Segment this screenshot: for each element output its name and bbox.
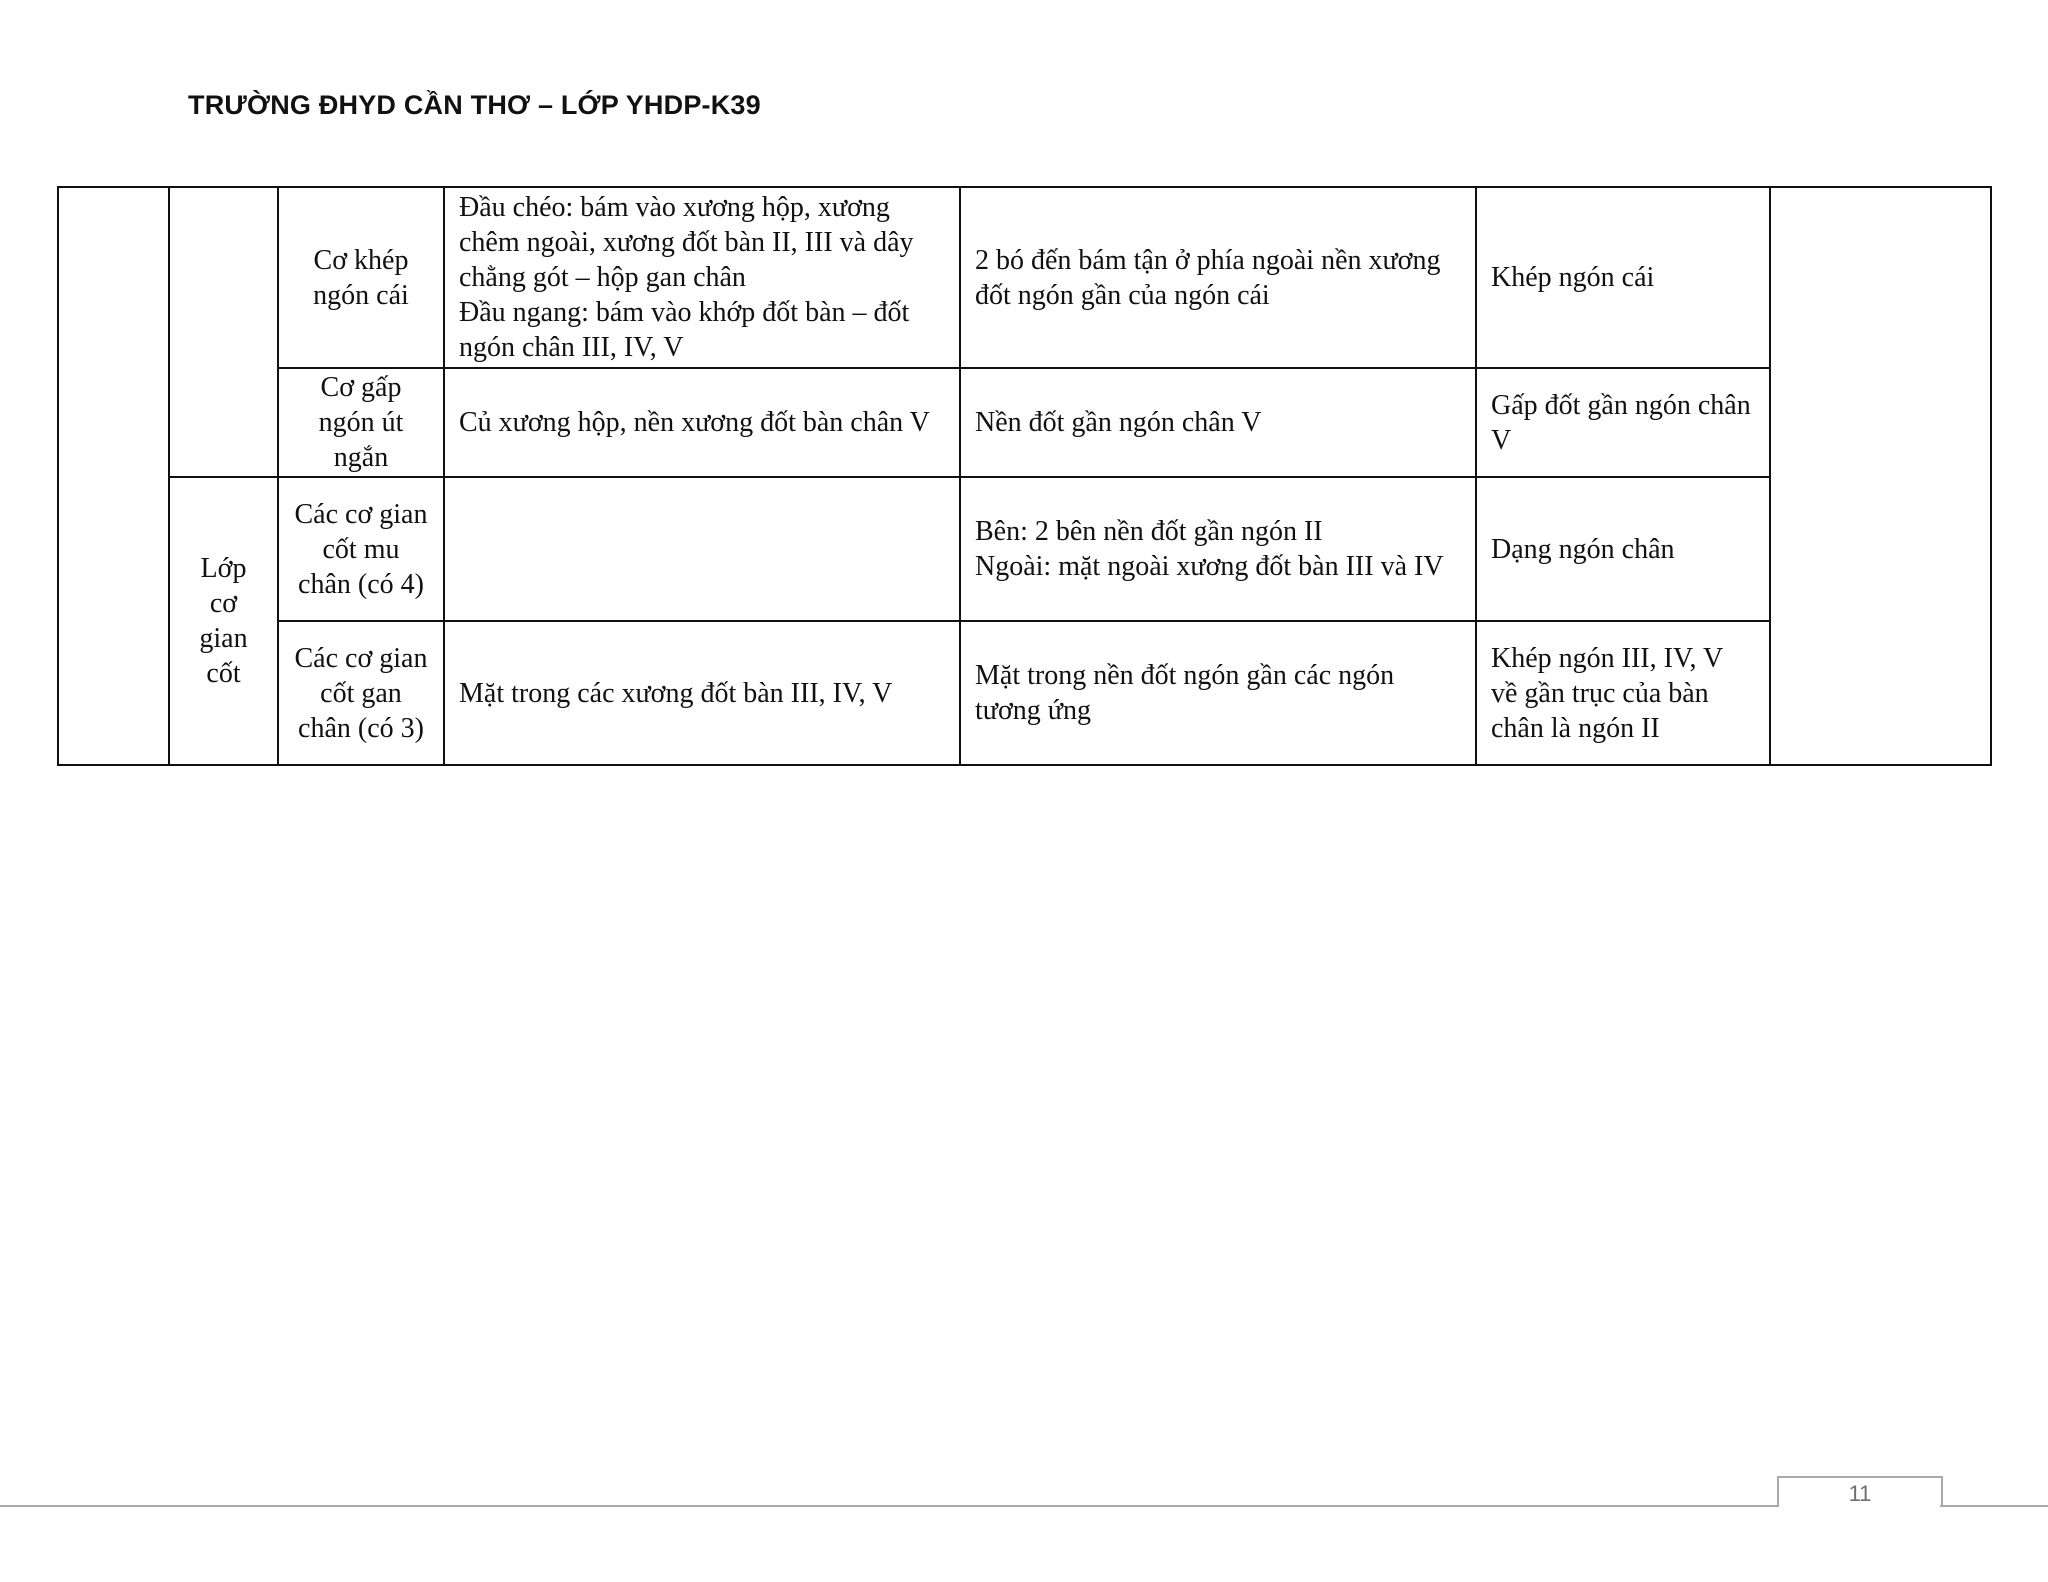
table-row [58, 477, 1991, 621]
muscle-name-cell: Cơ gấp ngón út ngắn [278, 368, 444, 477]
action-cell: Gấp đốt gần ngón chân V [1476, 368, 1770, 477]
page-footer [0, 1476, 2048, 1506]
page-header-title: TRƯỜNG ĐHYD CẦN THƠ – LỚP YHDP-K39 [188, 90, 761, 120]
group-label-cell [169, 477, 278, 765]
action-cell: Khép ngón cái [1476, 187, 1770, 368]
insertion-text: Bên: 2 bên nền đốt gần ngón II Ngoài: mặt ngoài xương đốt bàn III và IV [975, 516, 1444, 582]
origin-cell [444, 187, 960, 368]
table-row [58, 621, 1991, 765]
insertion-cell: Mặt trong nền đốt ngón gần các ngón tương ứng [960, 621, 1476, 765]
muscle-name-cell: Các cơ gian cốt mu chân (có 4) [278, 477, 444, 621]
page-number: 11 [1777, 1476, 1943, 1507]
empty-cell-left [58, 187, 169, 765]
muscle-name-cell: Cơ khép ngón cái [278, 187, 444, 368]
group-label: Lớp cơ gian cốt [199, 553, 248, 689]
empty-cell-group [169, 187, 278, 477]
table-row [58, 187, 1991, 368]
muscle-name-cell: Các cơ gian cốt gan chân (có 3) [278, 621, 444, 765]
empty-cell-right [1770, 187, 1991, 765]
origin-cell: Mặt trong các xương đốt bàn III, IV, V [444, 621, 960, 765]
footer-divider [1940, 1505, 2048, 1507]
insertion-cell [960, 477, 1476, 621]
origin-cell: Củ xương hộp, nền xương đốt bàn chân V [444, 368, 960, 477]
insertion-cell: Nền đốt gần ngón chân V [960, 368, 1476, 477]
table-row [58, 368, 1991, 477]
insertion-cell: 2 bó đến bám tận ở phía ngoài nền xương đốt ngón gần của ngón cái [960, 187, 1476, 368]
origin-text: Đầu chéo: bám vào xương hộp, xương chêm ngoài, xương đốt bàn II, III và dây chằng gót – hộp gan chân Đầu ngang: bám vào khớp đốt bàn – đốt ngón chân III, IV, V [459, 192, 914, 363]
footer-divider [0, 1505, 1778, 1507]
action-cell: Dạng ngón chân [1476, 477, 1770, 621]
muscle-table [57, 186, 1992, 766]
action-cell: Khép ngón III, IV, V về gần trục của bàn chân là ngón II [1476, 621, 1770, 765]
origin-cell [444, 477, 960, 621]
